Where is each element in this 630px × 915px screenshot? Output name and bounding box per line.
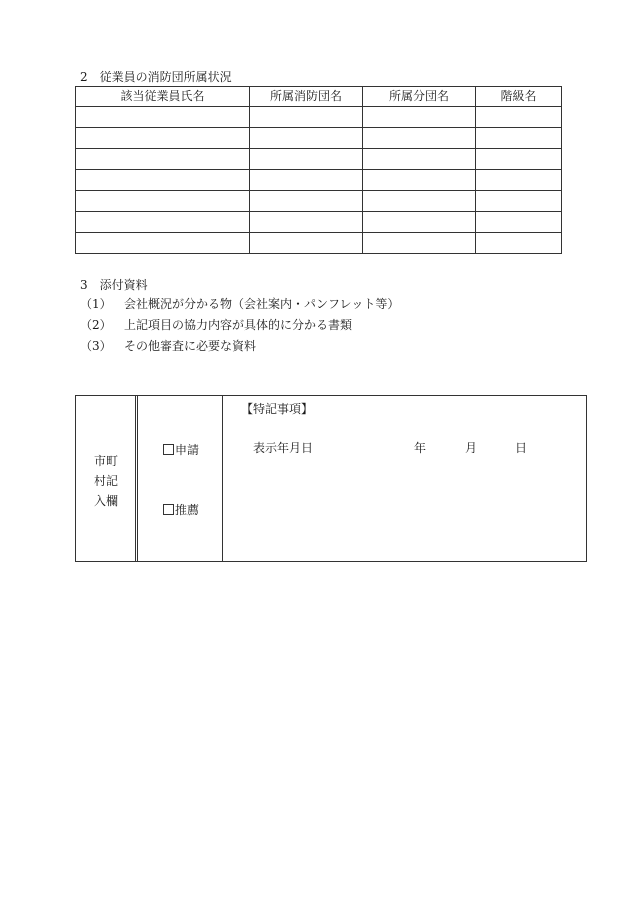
attachment-item-1 bbox=[80, 297, 399, 311]
table-row bbox=[76, 191, 562, 212]
apply-label: 申請 bbox=[175, 443, 200, 457]
attachment-item-text: その他審査に必要な資料 bbox=[124, 339, 257, 353]
apply-option[interactable] bbox=[163, 443, 199, 457]
cell-sub-brigade[interactable] bbox=[363, 170, 476, 191]
cell-fire-brigade[interactable] bbox=[250, 107, 363, 128]
year-label: 年 bbox=[414, 441, 427, 455]
employee-fire-brigade-table bbox=[75, 86, 562, 254]
attachment-item-3 bbox=[80, 339, 256, 353]
attachment-item-2 bbox=[80, 318, 352, 332]
day-label: 日 bbox=[515, 441, 528, 455]
cell-sub-brigade[interactable] bbox=[363, 191, 476, 212]
section-2-heading: 2 従業員の消防団所属状況 bbox=[80, 70, 232, 84]
table-row bbox=[76, 233, 562, 254]
cell-employee-name[interactable] bbox=[76, 170, 250, 191]
col-fire-brigade: 所属消防団名 bbox=[250, 87, 363, 107]
cell-sub-brigade[interactable] bbox=[363, 149, 476, 170]
attachment-item-number: （1） bbox=[80, 297, 112, 311]
month-label: 月 bbox=[465, 441, 478, 455]
table-row bbox=[76, 212, 562, 233]
col-sub-brigade: 所属分団名 bbox=[363, 87, 476, 107]
table-header-row bbox=[76, 87, 562, 107]
municipality-label-line: 入欄 bbox=[93, 494, 118, 508]
attachment-item-number: （2） bbox=[80, 318, 112, 332]
municipality-entry-box bbox=[75, 395, 587, 562]
attachment-item-number: （3） bbox=[80, 339, 112, 353]
table-row bbox=[76, 107, 562, 128]
municipality-entry-label bbox=[90, 451, 122, 511]
cell-employee-name[interactable] bbox=[76, 149, 250, 170]
col-rank: 階級名 bbox=[476, 87, 562, 107]
cell-fire-brigade[interactable] bbox=[250, 149, 363, 170]
cell-employee-name[interactable] bbox=[76, 212, 250, 233]
column-divider bbox=[222, 396, 223, 561]
cell-rank[interactable] bbox=[476, 233, 562, 254]
cell-fire-brigade[interactable] bbox=[250, 170, 363, 191]
attachment-item-text: 会社概況が分かる物（会社案内・パンフレット等） bbox=[124, 297, 400, 311]
cell-fire-brigade[interactable] bbox=[250, 191, 363, 212]
cell-rank[interactable] bbox=[476, 212, 562, 233]
cell-rank[interactable] bbox=[476, 191, 562, 212]
cell-rank[interactable] bbox=[476, 170, 562, 191]
cell-fire-brigade[interactable] bbox=[250, 212, 363, 233]
cell-employee-name[interactable] bbox=[76, 191, 250, 212]
table-row bbox=[76, 149, 562, 170]
recommend-option[interactable] bbox=[163, 503, 199, 517]
section-3-heading: 3 添付資料 bbox=[80, 278, 148, 292]
special-notes-title: 【特記事項】 bbox=[241, 402, 314, 416]
recommend-checkbox[interactable] bbox=[163, 504, 174, 515]
cell-sub-brigade[interactable] bbox=[363, 212, 476, 233]
cell-employee-name[interactable] bbox=[76, 107, 250, 128]
cell-employee-name[interactable] bbox=[76, 233, 250, 254]
table-row bbox=[76, 170, 562, 191]
apply-checkbox[interactable] bbox=[163, 444, 174, 455]
cell-sub-brigade[interactable] bbox=[363, 107, 476, 128]
cell-rank[interactable] bbox=[476, 149, 562, 170]
cell-sub-brigade[interactable] bbox=[363, 233, 476, 254]
recommend-label: 推薦 bbox=[175, 503, 200, 517]
cell-fire-brigade[interactable] bbox=[250, 233, 363, 254]
cell-rank[interactable] bbox=[476, 128, 562, 149]
cell-fire-brigade[interactable] bbox=[250, 128, 363, 149]
municipality-label-line: 村記 bbox=[93, 474, 118, 488]
table-row bbox=[76, 128, 562, 149]
attachment-item-text: 上記項目の協力内容が具体的に分かる書類 bbox=[124, 318, 353, 332]
cell-rank[interactable] bbox=[476, 107, 562, 128]
municipality-label-line: 市町 bbox=[93, 454, 118, 468]
display-date-label: 表示年月日 bbox=[253, 441, 314, 455]
cell-employee-name[interactable] bbox=[76, 128, 250, 149]
col-employee-name: 該当従業員氏名 bbox=[76, 87, 250, 107]
cell-sub-brigade[interactable] bbox=[363, 128, 476, 149]
double-divider bbox=[135, 396, 138, 561]
